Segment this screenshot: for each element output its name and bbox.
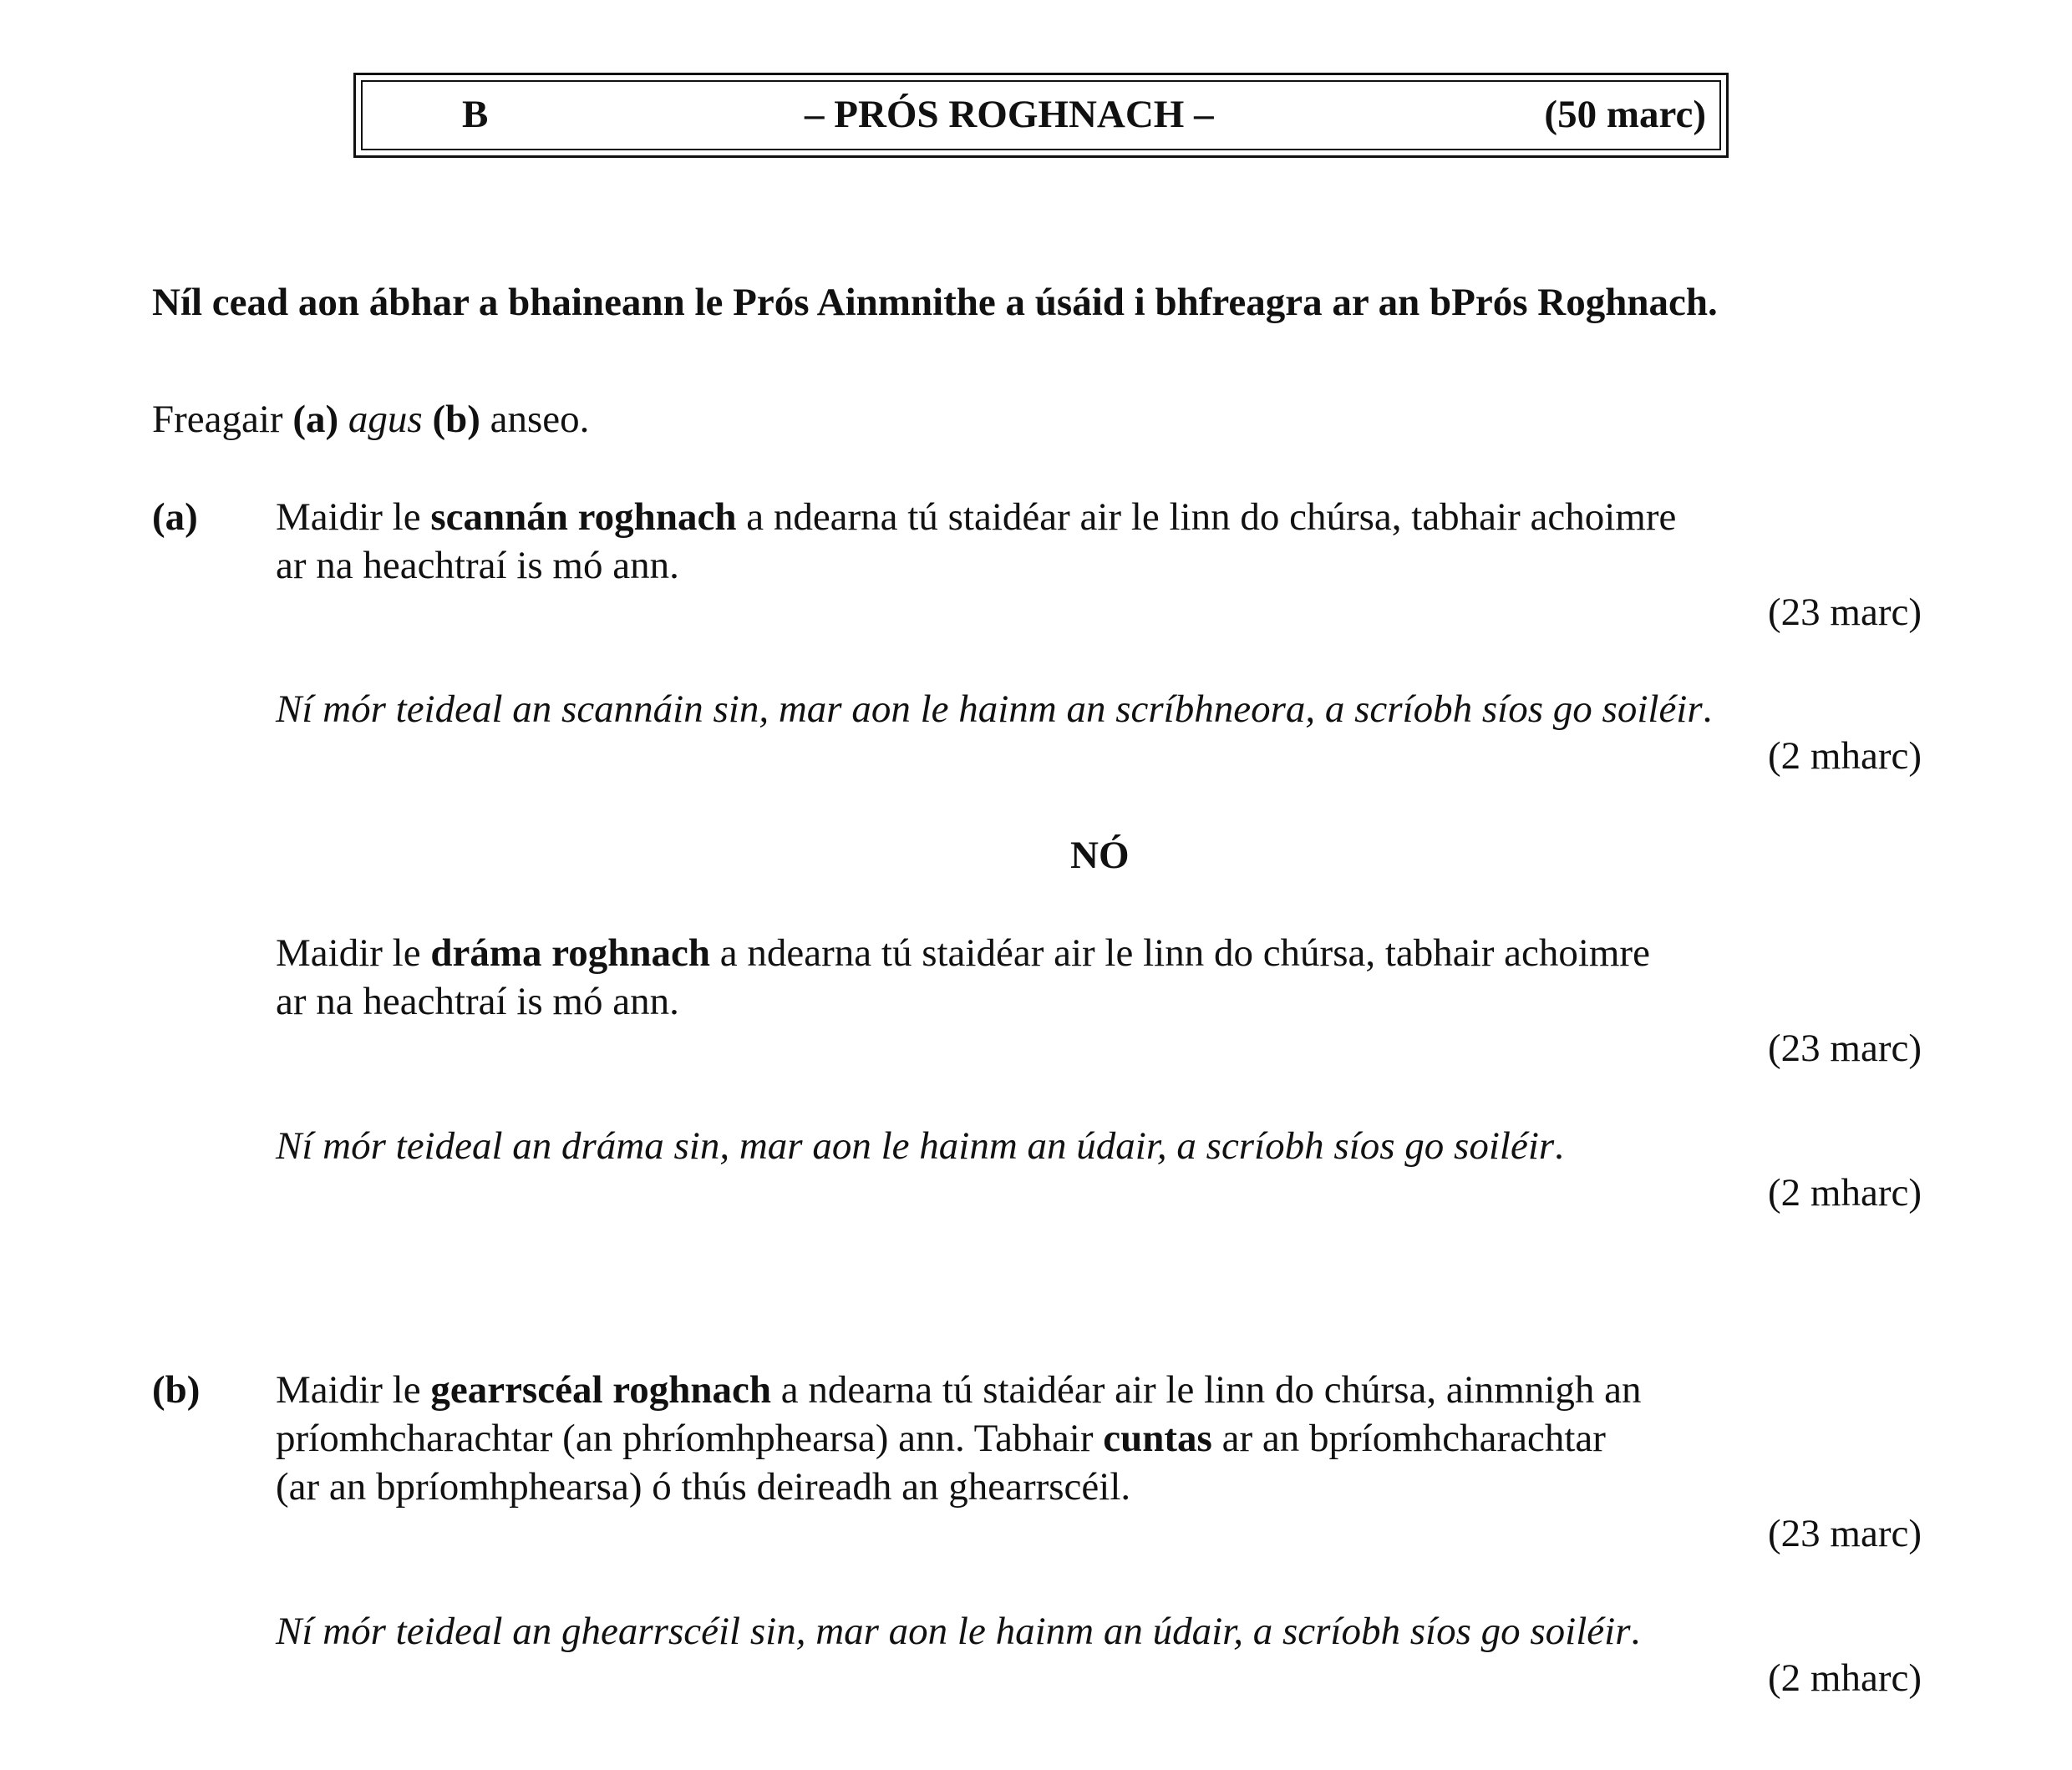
part-a-option2-italic-end: . (1554, 1124, 1564, 1168)
instruction (152, 395, 589, 444)
section-letter: B (462, 93, 489, 136)
part-b-label: (b) (152, 1368, 201, 1412)
section-header (353, 73, 1729, 158)
section-marks: (50 marc) (1544, 93, 1706, 136)
instruction-suffix: anseo. (480, 398, 590, 441)
part-a-label: (a) (152, 495, 198, 539)
notice-text: Níl cead aon ábhar a bhaineann le Prós Ainmnithe a úsáid i bhfreagra ar an bPrós Roghnach. (152, 281, 1718, 324)
part-b-italic-end: . (1630, 1610, 1641, 1653)
part-a-option1-post: a ndearna tú staidéar air le linn do chúrsa, tabhair achoimre (736, 495, 1677, 539)
part-b-line2 (276, 1414, 1606, 1463)
part-a-option2-post: a ndearna tú staidéar air le linn do chúrsa, tabhair achoimre (710, 931, 1650, 975)
part-a-option1-note-marks: (2 mharc) (1768, 734, 1922, 778)
part-b-post: a ndearna tú staidéar air le linn do chúrsa, ainmnigh an (771, 1368, 1642, 1412)
instruction-agus: agus (348, 398, 423, 441)
instruction-a: (a) (292, 398, 339, 441)
part-a-option2-marks: (23 marc) (1768, 1027, 1922, 1070)
part-a-option2-line1 (276, 929, 1650, 977)
part-a-option1-italic-end: . (1702, 687, 1713, 731)
part-a-option2-pre: Maidir le (276, 931, 431, 975)
instruction-b: (b) (432, 398, 480, 441)
or-separator: NÓ (1070, 834, 1130, 877)
part-b-line1 (276, 1366, 1642, 1414)
part-b-line2-pre: príomhcharachtar (an phríomhphearsa) ann. Tabhair (276, 1417, 1104, 1460)
section-title: – PRÓS ROGHNACH – (805, 93, 1214, 136)
part-a-option2-bold: dráma roghnach (430, 931, 711, 975)
part-b-marks: (23 marc) (1768, 1512, 1922, 1555)
part-a-option1-note (276, 685, 1712, 733)
part-a-option1-bold: scannán roghnach (430, 495, 737, 539)
part-b-line2-bold: cuntas (1103, 1417, 1212, 1460)
part-a-option2-italic: Ní mór teideal an dráma sin, mar aon le hainm an údair, a scríobh síos go soiléir (276, 1124, 1555, 1168)
part-b-note-marks: (2 mharc) (1768, 1656, 1922, 1700)
part-b-bold: gearrscéal roghnach (430, 1368, 772, 1412)
part-a-option1-line2: ar na heachtraí is mó ann. (276, 544, 679, 587)
part-a-option1-marks: (23 marc) (1768, 591, 1922, 634)
part-b-italic: Ní mór teideal an ghearrscéil sin, mar aon le hainm an údair, a scríobh síos go soiléir (276, 1610, 1631, 1653)
part-a-option2-note-marks: (2 mharc) (1768, 1171, 1922, 1215)
part-a-option1-line1 (276, 493, 1676, 541)
part-b-line3: (ar an bpríomhphearsa) ó thús deireadh an ghearrscéil. (276, 1465, 1131, 1509)
part-b-note (276, 1607, 1640, 1656)
part-a-option2-line2: ar na heachtraí is mó ann. (276, 980, 679, 1023)
part-a-option1-pre: Maidir le (276, 495, 431, 539)
part-a-option1-italic: Ní mór teideal an scannáin sin, mar aon le hainm an scríbhneora, a scríobh síos go soiléir (276, 687, 1703, 731)
part-b-line2-post: ar an bpríomhcharachtar (1211, 1417, 1606, 1460)
instruction-prefix: Freagair (152, 398, 293, 441)
part-b-pre: Maidir le (276, 1368, 431, 1412)
part-a-option2-note (276, 1122, 1564, 1170)
